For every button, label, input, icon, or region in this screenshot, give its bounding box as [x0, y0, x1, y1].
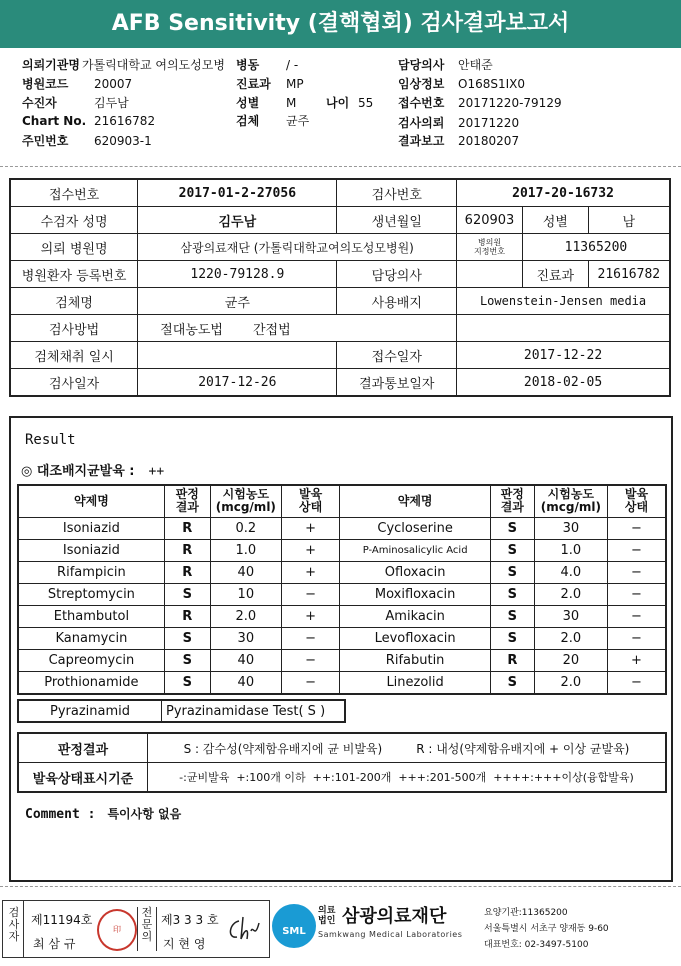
info-label-part: 지정번호 — [474, 247, 505, 256]
drug-growth: − — [281, 649, 340, 671]
comment-value: 특이사항 없음 — [107, 807, 182, 821]
sex-value: M — [286, 96, 297, 110]
drug-growth: − — [607, 561, 666, 583]
report-label: 결과보고 — [398, 134, 445, 148]
info-label — [457, 234, 523, 261]
info-label: 검체명 — [10, 288, 138, 315]
drug-growth: + — [281, 605, 340, 627]
col-growth-line: 상태 — [299, 500, 323, 515]
info-hospital-code: 11365200 — [522, 234, 670, 261]
report-value: 20180207 — [458, 134, 520, 148]
phone: 대표번호: 02-3497-5100 — [484, 940, 589, 950]
col-conc-line: (mcg/ml) — [540, 500, 601, 515]
drug-row — [18, 583, 666, 605]
info-test-date: 2017-12-26 — [138, 369, 337, 397]
info-label: 검사일자 — [10, 369, 138, 397]
col-growth — [281, 485, 340, 517]
hospcode-value: 20007 — [94, 77, 133, 91]
id-label: 주민번호 — [22, 134, 69, 148]
col-conc-line: (mcg/ml) — [215, 500, 276, 515]
request-label: 검사의뢰 — [398, 116, 445, 130]
drug-name: Ethambutol — [18, 605, 164, 627]
info-exam-no: 2017-20-16732 — [457, 179, 670, 207]
drug-concentration: 40 — [210, 561, 281, 583]
control-growth — [21, 460, 164, 479]
col-drug: 약제명 — [18, 485, 164, 517]
examiner-no: 제11194호 — [31, 913, 93, 927]
col-drug: 약제명 — [340, 485, 491, 517]
drug-result: S — [490, 605, 534, 627]
doctor-value: 안태준 — [458, 58, 493, 72]
clinical-value: O168S1IX0 — [458, 77, 525, 91]
pyrazinamid-row — [17, 699, 346, 723]
drug-concentration: 2.0 — [534, 583, 607, 605]
signature-box — [2, 900, 270, 958]
drug-result: S — [164, 627, 210, 649]
drug-name: Amikacin — [340, 605, 491, 627]
info-doctor — [457, 261, 523, 288]
drug-growth: − — [607, 605, 666, 627]
drug-row — [18, 649, 666, 671]
col-growth-line: 상태 — [624, 500, 649, 515]
legend-result — [148, 733, 667, 763]
footer-separator — [0, 886, 681, 887]
info-notify-date: 2018-02-05 — [457, 369, 670, 397]
info-patient-name: 김두남 — [138, 207, 337, 234]
info-method-1: 절대농도법 — [160, 322, 223, 338]
drug-result: S — [490, 539, 534, 561]
legend-s: S : 감수성(약제함유배지에 균 비발육) — [183, 741, 383, 756]
hospital-label: 의뢰기관명 — [22, 58, 80, 72]
info-hospital: 삼광의료재단 (가톨릭대학교여의도성모병원) — [138, 234, 457, 261]
drug-name: Ofloxacin — [340, 561, 491, 583]
info-label: 검사번호 — [337, 179, 457, 207]
address: 서울특별시 서초구 양재동 9-60 — [484, 924, 609, 934]
hospcode-label: 병원코드 — [22, 77, 69, 91]
drug-growth: − — [607, 671, 666, 694]
drug-concentration: 0.2 — [210, 517, 281, 539]
col-growth-line: 발육 — [299, 487, 323, 502]
drug-growth: + — [281, 539, 340, 561]
drug-result: S — [490, 517, 534, 539]
drug-name: Rifampicin — [18, 561, 164, 583]
logo-name: 삼광의료재단 — [342, 906, 447, 927]
drug-growth: − — [281, 583, 340, 605]
drug-result: R — [490, 649, 534, 671]
request-value: 20171220 — [458, 116, 520, 130]
drug-growth: − — [607, 517, 666, 539]
info-sex: 남 — [588, 207, 670, 234]
col-result — [164, 485, 210, 517]
doctor-label: 담당의사 — [398, 58, 445, 72]
id-value: 620903-1 — [94, 134, 152, 148]
info-label: 진료과 — [522, 261, 588, 288]
info-label: 접수일자 — [337, 342, 457, 369]
drug-concentration: 1.0 — [210, 539, 281, 561]
specialist-no: 제3 3 3 호 — [161, 913, 219, 927]
drug-row — [18, 671, 666, 694]
pyrazinamidase-result: Pyrazinamidase Test( S ) — [162, 700, 346, 722]
drug-name: Prothionamide — [18, 671, 164, 694]
drug-concentration: 30 — [210, 627, 281, 649]
signature-icon — [225, 913, 261, 945]
info-label: 검사방법 — [10, 315, 138, 342]
logo-english: Samkwang Medical Laboratories — [318, 930, 463, 939]
info-label: 병원환자 등록번호 — [10, 261, 138, 288]
info-dept: 21616782 — [588, 261, 670, 288]
drug-result: S — [164, 583, 210, 605]
col-result-line: 결과 — [500, 500, 524, 515]
drug-concentration: 40 — [210, 649, 281, 671]
drug-growth: + — [281, 561, 340, 583]
chart-value: 21616782 — [94, 114, 156, 128]
result-title: Result — [25, 432, 76, 448]
info-method-2: 간접법 — [253, 322, 291, 338]
report-title: AFB Sensitivity (결핵협회) 검사결과보고서 — [0, 0, 681, 48]
receipt-value: 20171220-79129 — [458, 96, 562, 110]
drug-growth: + — [607, 649, 666, 671]
drug-result: R — [164, 539, 210, 561]
drug-name: Linezolid — [340, 671, 491, 694]
info-media: Lowenstein-Jensen media — [457, 288, 670, 315]
drug-row — [18, 561, 666, 583]
chart-label: Chart No. — [22, 114, 87, 128]
comment — [25, 805, 181, 822]
info-specimen: 균주 — [138, 288, 337, 315]
col-result-line: 판정 — [175, 487, 199, 502]
institution-code: 요양기관:11365200 — [484, 908, 568, 918]
specimen-value: 균주 — [286, 114, 310, 128]
drug-concentration: 10 — [210, 583, 281, 605]
drug-result: S — [490, 671, 534, 694]
col-concentration — [210, 485, 281, 517]
specimen-label: 검체 — [236, 114, 260, 128]
legend-table — [17, 732, 667, 793]
drug-result: R — [164, 561, 210, 583]
drug-row — [18, 627, 666, 649]
drug-row — [18, 517, 666, 539]
drug-concentration: 30 — [534, 517, 607, 539]
control-label: ◎ 대조배지균발육 : — [21, 464, 135, 479]
legend-result-label: 판정결과 — [18, 733, 148, 763]
drug-growth: + — [281, 517, 340, 539]
drug-concentration: 20 — [534, 649, 607, 671]
info-label: 의뢰 병원명 — [10, 234, 138, 261]
logo-corp-label: 의료법인 — [318, 906, 336, 926]
age-value: 55 — [358, 96, 374, 110]
control-value: ++ — [148, 464, 165, 479]
info-label: 사용배지 — [337, 288, 457, 315]
legend-growth-label: 발육상태표시기준 — [18, 763, 148, 793]
col-concentration — [534, 485, 607, 517]
drug-row — [18, 539, 666, 561]
drug-growth: − — [607, 539, 666, 561]
info-collect-date — [138, 342, 337, 369]
info-reg-no: 1220-79128.9 — [138, 261, 337, 288]
info-label: 담당의사 — [337, 261, 457, 288]
drug-name: Rifabutin — [340, 649, 491, 671]
drug-result: S — [490, 627, 534, 649]
drug-result: S — [490, 561, 534, 583]
drug-name: Isoniazid — [18, 517, 164, 539]
drug-name: Levofloxacin — [340, 627, 491, 649]
sml-logo-icon: SML — [272, 904, 316, 948]
col-result-line: 판정 — [500, 487, 524, 502]
drug-result: S — [164, 671, 210, 694]
info-birth: 620903 — [457, 207, 523, 234]
info-label: 접수번호 — [10, 179, 138, 207]
drug-result: S — [490, 583, 534, 605]
info-label: 검체채취 일시 — [10, 342, 138, 369]
drug-concentration: 40 — [210, 671, 281, 694]
hospital-value: 가톨릭대학교 여의도성모병 — [82, 58, 225, 72]
info-label: 결과통보일자 — [337, 369, 457, 397]
specialist-name: 지 현 영 — [163, 937, 206, 951]
drug-concentration: 2.0 — [210, 605, 281, 627]
drug-concentration: 2.0 — [534, 671, 607, 694]
comment-label: Comment : — [25, 807, 96, 822]
drug-name: Cycloserine — [340, 517, 491, 539]
patient-value: 김두남 — [94, 96, 129, 110]
seal-stamp-icon: 印 — [97, 909, 137, 951]
request-info-table — [9, 178, 671, 397]
drug-growth: − — [281, 671, 340, 694]
dept-value: MP — [286, 77, 304, 91]
legend-r: R : 내성(약제함유배지에 + 이상 균발육) — [416, 741, 630, 756]
col-growth — [607, 485, 666, 517]
specialist-label: 전문의 — [137, 907, 157, 951]
info-empty — [457, 315, 670, 342]
info-label: 수검자 성명 — [10, 207, 138, 234]
result-section — [9, 416, 673, 882]
col-growth-line: 발육 — [624, 487, 649, 502]
info-label: 생년월일 — [337, 207, 457, 234]
examiner-name: 최 삼 규 — [33, 937, 76, 951]
info-label: 성별 — [522, 207, 588, 234]
drug-result: S — [164, 649, 210, 671]
info-receipt-date: 2017-12-22 — [457, 342, 670, 369]
col-result-line: 결과 — [175, 500, 199, 515]
dept-label: 진료과 — [236, 77, 271, 91]
drug-result: R — [164, 605, 210, 627]
ward-label: 병동 — [236, 58, 260, 72]
receipt-label: 접수번호 — [398, 96, 445, 110]
col-conc-line: 시험농도 — [222, 487, 270, 502]
drug-concentration: 2.0 — [534, 627, 607, 649]
col-conc-line: 시험농도 — [547, 487, 595, 502]
drug-result: R — [164, 517, 210, 539]
drug-name: P-Aminosalicylic Acid — [340, 539, 491, 561]
drug-sensitivity-table — [17, 484, 667, 695]
sex-label: 성별 — [236, 96, 260, 110]
legend-growth: -:균비발육 +:100개 이하 ++:101-200개 +++:201-500개 ++++:+++이상(융합발육) — [148, 763, 667, 793]
drug-concentration: 4.0 — [534, 561, 607, 583]
drug-name: Moxifloxacin — [340, 583, 491, 605]
drug-name: Isoniazid — [18, 539, 164, 561]
ward-value: / - — [286, 58, 299, 72]
header-separator — [0, 166, 681, 167]
drug-growth: − — [607, 583, 666, 605]
patient-label: 수진자 — [22, 96, 57, 110]
info-receipt-no: 2017-01-2-27056 — [138, 179, 337, 207]
pyrazinamid-label: Pyrazinamid — [18, 700, 162, 722]
drug-concentration: 30 — [534, 605, 607, 627]
examiner-label: 검사자 — [8, 906, 20, 943]
info-method — [138, 315, 457, 342]
clinical-label: 임상정보 — [398, 77, 445, 91]
drug-concentration: 1.0 — [534, 539, 607, 561]
drug-name: Capreomycin — [18, 649, 164, 671]
col-result — [490, 485, 534, 517]
info-label-part: 병의원 — [477, 238, 502, 247]
drug-growth: − — [607, 627, 666, 649]
drug-growth: − — [281, 627, 340, 649]
age-label: 나이 — [326, 96, 350, 110]
drug-name: Kanamycin — [18, 627, 164, 649]
drug-row — [18, 605, 666, 627]
drug-name: Streptomycin — [18, 583, 164, 605]
